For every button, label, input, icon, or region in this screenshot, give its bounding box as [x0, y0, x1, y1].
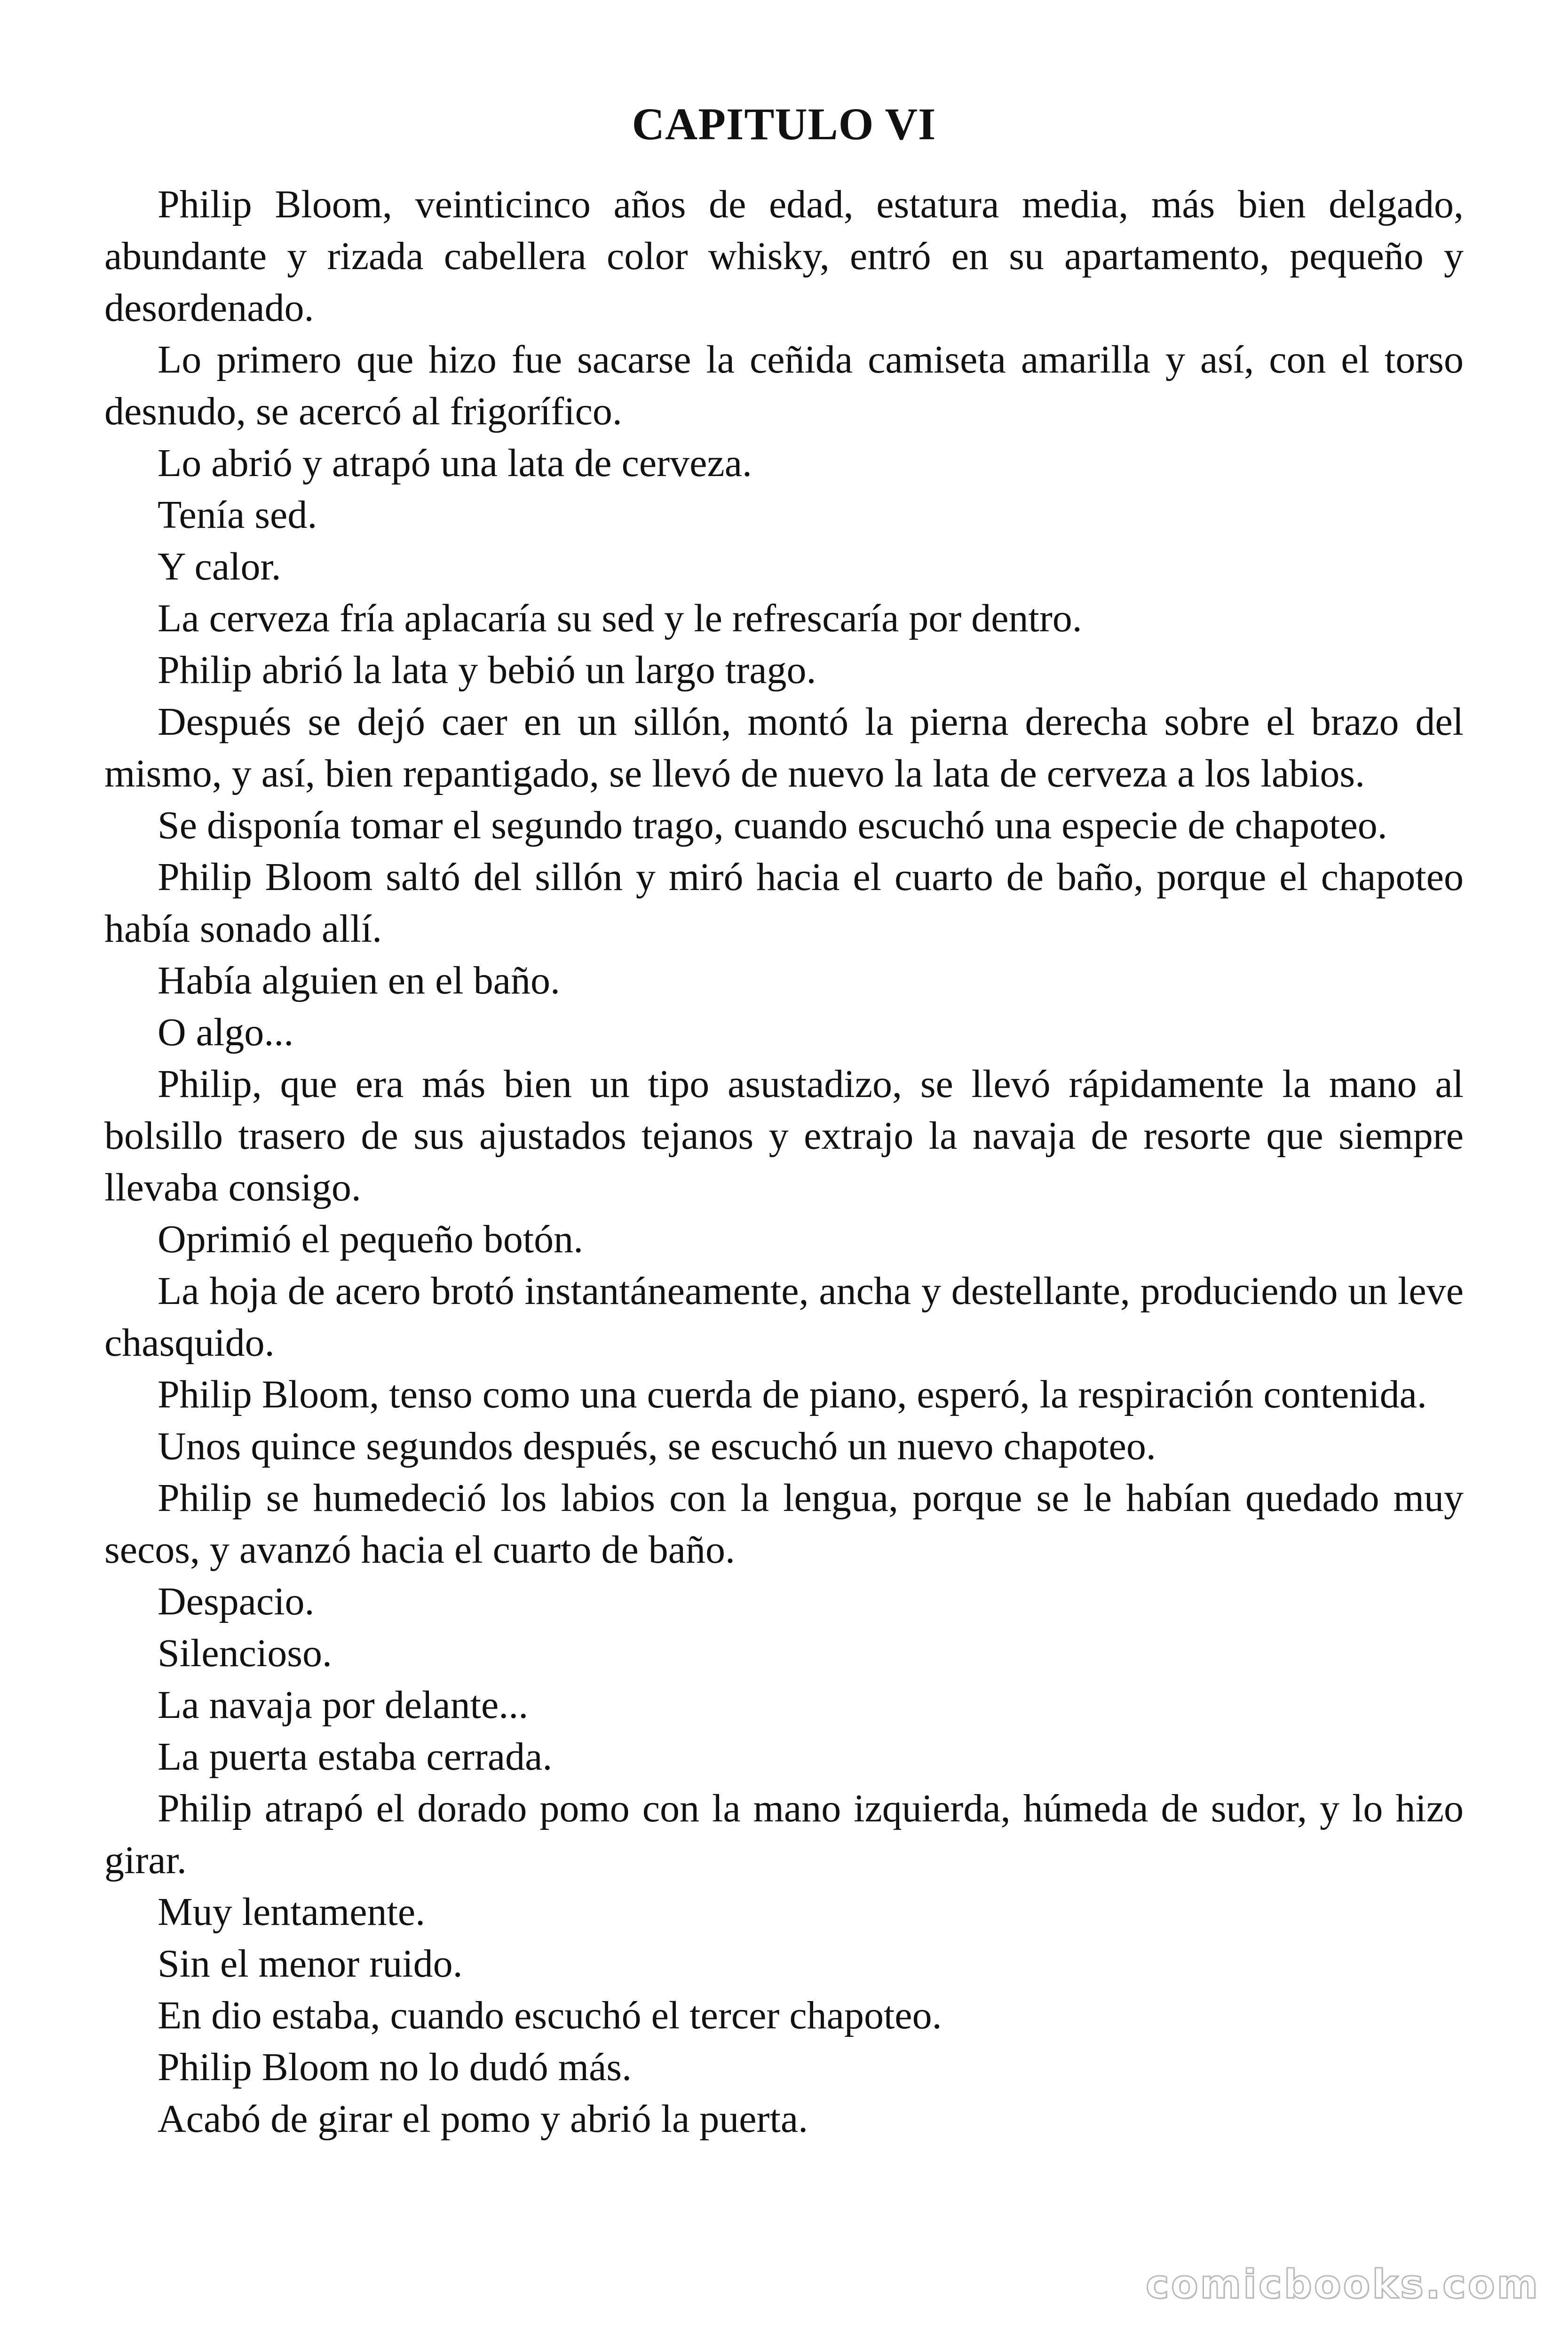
paragraph: Philip Bloom no lo dudó más.: [158, 2045, 632, 2089]
paragraph: Philip Bloom, veinticinco años de edad, estatura media, más bien delgado, abundante y rizada cabellera color whisky, entró en su apartamento, pequeño y desordenado.: [104, 183, 1464, 330]
paragraph: Tenía sed.: [158, 493, 317, 537]
paragraph: Philip Bloom, tenso como una cuerda de piano, esperó, la respiración contenida.: [158, 1373, 1427, 1416]
paragraph: Muy lentamente.: [158, 1890, 426, 1934]
paragraph: Oprimió el pequeño botón.: [158, 1217, 584, 1261]
paragraph: Lo primero que hizo fue sacarse la ceñida camiseta amarilla y así, con el torso desnudo, se acercó al frigorífico.: [104, 338, 1464, 433]
paragraph: Acabó de girar el pomo y abrió la puerta.: [158, 2097, 808, 2141]
paragraph: Philip abrió la lata y bebió un largo trago.: [158, 648, 816, 692]
paragraph: Despacio.: [158, 1580, 315, 1623]
paragraph: En dio estaba, cuando escuchó el tercer chapoteo.: [158, 1994, 942, 2037]
body-text: [104, 179, 1464, 2145]
chapter-title: CAPITULO VI: [632, 99, 936, 150]
paragraph: Philip atrapó el dorado pomo con la mano izquierda, húmeda de sudor, y lo hizo girar.: [104, 1787, 1464, 1882]
paragraph: Lo abrió y atrapó una lata de cerveza.: [158, 441, 752, 485]
paragraph: La cerveza fría aplacaría su sed y le refrescaría por dentro.: [158, 596, 1082, 640]
paragraph: Philip se humedeció los labios con la lengua, porque se le habían quedado muy secos, y avanzó hacia el cuarto de baño.: [104, 1476, 1464, 1572]
paragraph: Philip, que era más bien un tipo asustadizo, se llevó rápidamente la mano al bolsillo trasero de sus ajustados tejanos y extrajo la navaja de resorte que siempre llevaba consigo.: [104, 1062, 1464, 1209]
paragraph: Philip Bloom saltó del sillón y miró hacia el cuarto de baño, porque el chapoteo había sonado allí.: [104, 855, 1464, 951]
paragraph: Unos quince segundos después, se escuchó un nuevo chapoteo.: [158, 1424, 1156, 1468]
paragraph: Y calor.: [158, 545, 281, 588]
paragraph: La hoja de acero brotó instantáneamente, ancha y destellante, produciendo un leve chasquido.: [104, 1269, 1464, 1365]
paragraph: Sin el menor ruido.: [158, 1942, 463, 1986]
paragraph: Después se dejó caer en un sillón, montó la pierna derecha sobre el brazo del mismo, y así, bien repantigado, se llevó de nuevo la lata de cerveza a los labios.: [104, 700, 1464, 795]
paragraph: La navaja por delante...: [158, 1683, 529, 1727]
paragraph: O algo...: [158, 1010, 294, 1054]
paragraph: Había alguien en el baño.: [158, 959, 560, 1002]
paragraph: Se disponía tomar el segundo trago, cuando escuchó una especie de chapoteo.: [158, 803, 1387, 847]
watermark: comicbooks.com: [1146, 2261, 1540, 2307]
paragraph: Silencioso.: [158, 1631, 332, 1675]
paragraph: La puerta estaba cerrada.: [158, 1735, 553, 1779]
